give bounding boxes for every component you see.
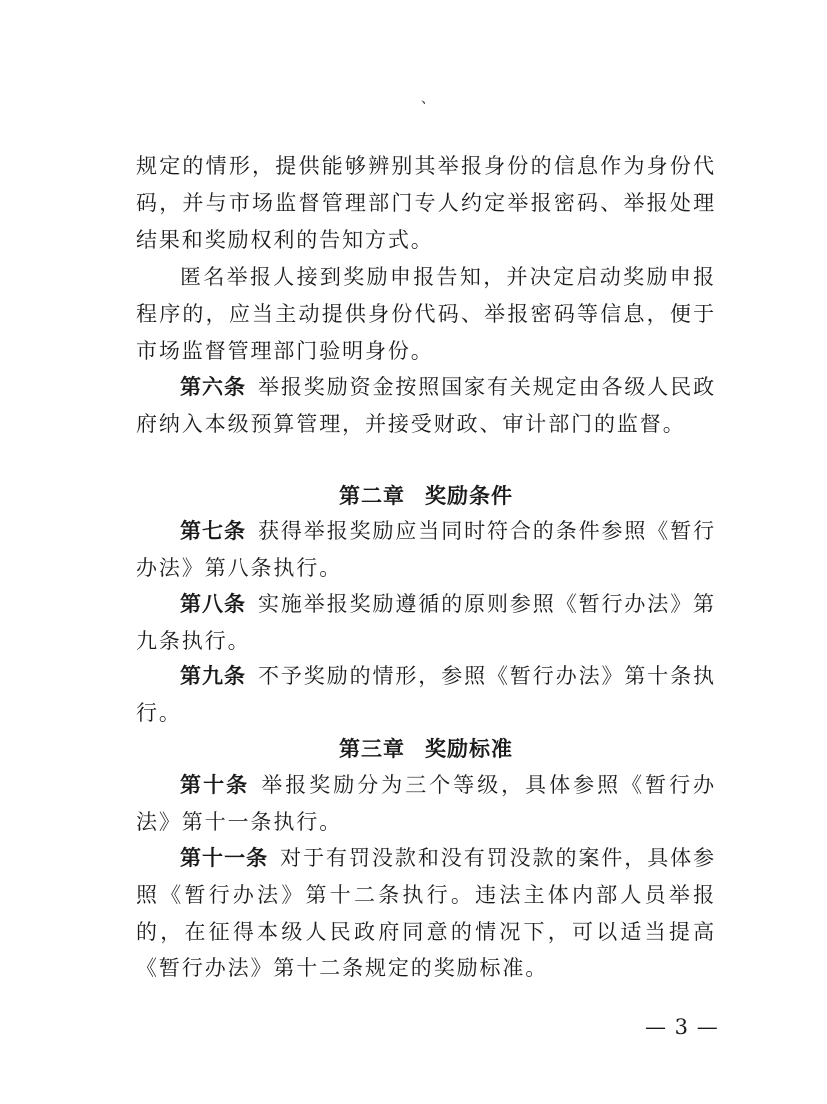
article-8-text: 实施举报奖励遵循的原则参照《暂行办法》第九条执行。 xyxy=(136,592,716,653)
chapter-2-number: 第二章 xyxy=(339,484,405,508)
article-9-label: 第九条 xyxy=(180,664,246,688)
article-9-text: 不予奖励的情形，参照《暂行办法》第十条执行。 xyxy=(136,664,716,725)
chapter-3-heading xyxy=(136,731,716,767)
page-number: — 3 — xyxy=(645,1015,719,1039)
article-9 xyxy=(136,658,716,732)
article-11-label: 第十一条 xyxy=(180,846,269,870)
chapter-3-title: 奖励标准 xyxy=(425,737,513,761)
article-8 xyxy=(136,586,716,660)
article-10-label: 第十条 xyxy=(180,773,250,797)
article-10 xyxy=(136,767,716,841)
article-10-text: 举报奖励分为三个等级，具体参照《暂行办法》第十一条执行。 xyxy=(136,773,716,834)
article-6 xyxy=(136,369,716,443)
article-8-label: 第八条 xyxy=(180,592,246,616)
article-7-text: 获得举报奖励应当同时符合的条件参照《暂行办法》第八条执行。 xyxy=(136,519,716,580)
chapter-2-heading xyxy=(136,478,716,514)
article-7 xyxy=(136,513,716,587)
article-6-label: 第六条 xyxy=(180,375,246,399)
top-mark: 、 xyxy=(421,91,435,107)
chapter-3-number: 第三章 xyxy=(339,737,405,761)
paragraph-2: 匿名举报人接到奖励申报告知，并决定启动奖励申报程序的，应当主动提供身份代码、举报密码等信息，便于市场监督管理部门验明身份。 xyxy=(136,265,716,363)
article-7-label: 第七条 xyxy=(180,519,246,543)
paragraph-1: 规定的情形，提供能够辨别其举报身份的信息作为身份代码，并与市场监督管理部门专人约定举报密码、举报处理结果和奖励权利的告知方式。 xyxy=(136,154,716,252)
chapter-2-title: 奖励条件 xyxy=(425,484,513,508)
article-11 xyxy=(136,840,716,987)
article-6-text: 举报奖励资金按照国家有关规定由各级人民政府纳入本级预算管理，并接受财政、审计部门的监督。 xyxy=(136,375,716,436)
article-11-text: 对于有罚没款和没有罚没款的案件，具体参照《暂行办法》第十二条执行。违法主体内部人员举报的，在征得本级人民政府同意的情况下，可以适当提高《暂行办法》第十二条规定的奖励标准。 xyxy=(136,846,716,981)
